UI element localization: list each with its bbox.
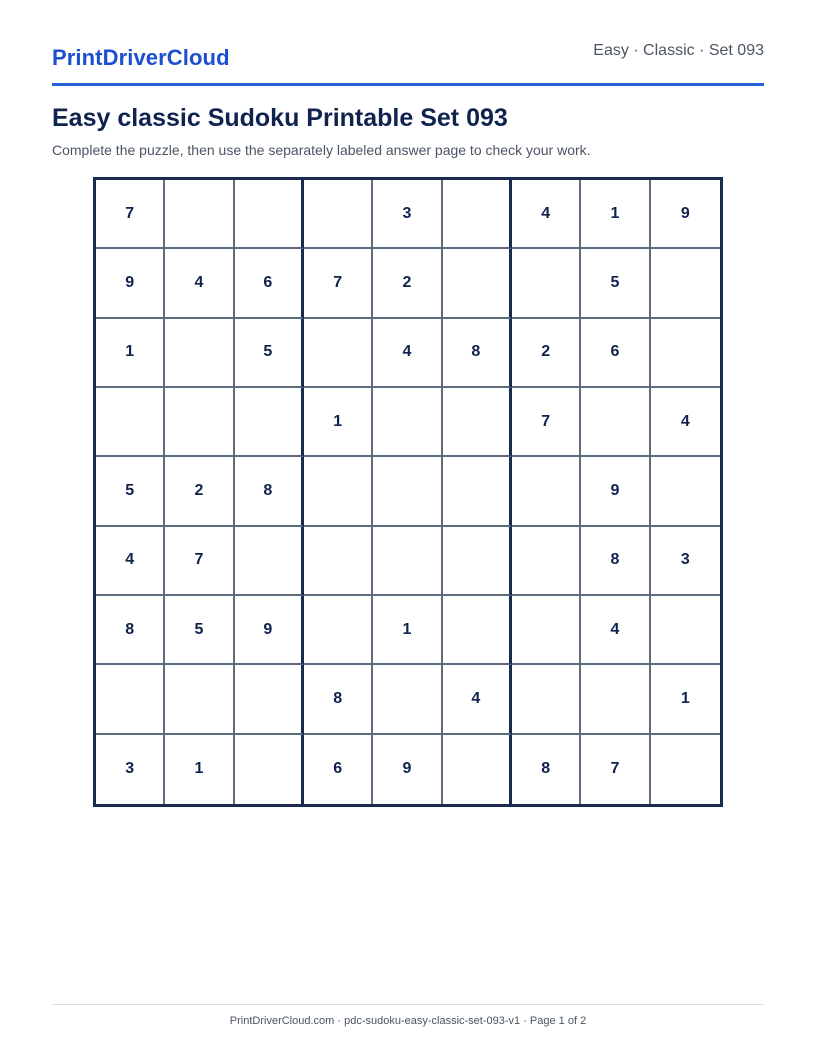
sudoku-cell bbox=[165, 319, 234, 388]
sudoku-cell bbox=[512, 249, 581, 318]
sudoku-cell: 9 bbox=[651, 180, 720, 249]
sudoku-cell bbox=[651, 457, 720, 526]
sudoku-cell bbox=[651, 596, 720, 665]
sudoku-cell: 1 bbox=[165, 735, 234, 804]
sudoku-cell: 4 bbox=[96, 527, 165, 596]
sudoku-cell bbox=[304, 180, 373, 249]
sudoku-cell: 9 bbox=[373, 735, 442, 804]
sudoku-cell bbox=[304, 596, 373, 665]
sudoku-cell: 1 bbox=[651, 665, 720, 734]
sudoku-cell bbox=[96, 388, 165, 457]
sudoku-cell bbox=[512, 527, 581, 596]
sudoku-cell: 5 bbox=[581, 249, 650, 318]
sudoku-cell: 9 bbox=[235, 596, 304, 665]
sudoku-cell bbox=[651, 735, 720, 804]
sudoku-cell bbox=[235, 665, 304, 734]
sudoku-cell bbox=[304, 319, 373, 388]
sudoku-cell: 4 bbox=[581, 596, 650, 665]
sudoku-cell bbox=[651, 319, 720, 388]
sudoku-cell bbox=[512, 457, 581, 526]
page-title: Easy classic Sudoku Printable Set 093 bbox=[52, 104, 508, 132]
sudoku-cell: 4 bbox=[443, 665, 512, 734]
sudoku-cell bbox=[235, 735, 304, 804]
sudoku-cell: 1 bbox=[373, 596, 442, 665]
sudoku-cell bbox=[235, 180, 304, 249]
sudoku-cell: 9 bbox=[581, 457, 650, 526]
sudoku-cell: 7 bbox=[96, 180, 165, 249]
sudoku-cell bbox=[443, 388, 512, 457]
sudoku-cell bbox=[581, 388, 650, 457]
sudoku-cell bbox=[235, 388, 304, 457]
sudoku-cell bbox=[165, 180, 234, 249]
sudoku-cell: 6 bbox=[581, 319, 650, 388]
sudoku-cell: 8 bbox=[235, 457, 304, 526]
sudoku-cell: 4 bbox=[373, 319, 442, 388]
brand-logo: PrintDriverCloud bbox=[52, 45, 230, 70]
sudoku-cell: 7 bbox=[165, 527, 234, 596]
sudoku-cell: 8 bbox=[581, 527, 650, 596]
sudoku-cell: 4 bbox=[512, 180, 581, 249]
sudoku-cell: 4 bbox=[651, 388, 720, 457]
sudoku-cell: 5 bbox=[165, 596, 234, 665]
sudoku-cell bbox=[443, 180, 512, 249]
sudoku-cell: 6 bbox=[304, 735, 373, 804]
sudoku-cell: 8 bbox=[443, 319, 512, 388]
sudoku-cell bbox=[304, 457, 373, 526]
sudoku-grid bbox=[93, 177, 723, 807]
sudoku-cell bbox=[581, 665, 650, 734]
sudoku-cell bbox=[373, 457, 442, 526]
sudoku-cell: 1 bbox=[304, 388, 373, 457]
sudoku-cell bbox=[651, 249, 720, 318]
puzzle-tagline: Easy · Classic · Set 093 bbox=[593, 42, 764, 59]
sudoku-cell bbox=[512, 596, 581, 665]
sudoku-cell: 2 bbox=[373, 249, 442, 318]
sudoku-cell bbox=[512, 665, 581, 734]
sudoku-cell bbox=[373, 665, 442, 734]
sudoku-cell: 3 bbox=[651, 527, 720, 596]
sudoku-cell bbox=[443, 596, 512, 665]
page-footer: PrintDriverCloud.com · pdc-sudoku-easy-classic-set-093-v1 · Page 1 of 2 bbox=[52, 1004, 764, 1027]
sudoku-cell: 7 bbox=[304, 249, 373, 318]
sudoku-cell: 8 bbox=[304, 665, 373, 734]
sudoku-cell: 5 bbox=[235, 319, 304, 388]
sudoku-cell bbox=[304, 527, 373, 596]
sudoku-cell: 7 bbox=[512, 388, 581, 457]
sudoku-cell: 9 bbox=[96, 249, 165, 318]
sudoku-cell bbox=[165, 665, 234, 734]
sudoku-cell: 5 bbox=[96, 457, 165, 526]
sudoku-cell: 8 bbox=[512, 735, 581, 804]
sudoku-cell bbox=[443, 527, 512, 596]
sudoku-cell: 3 bbox=[373, 180, 442, 249]
page-header bbox=[52, 0, 764, 86]
sudoku-cell: 2 bbox=[165, 457, 234, 526]
sudoku-cell bbox=[96, 665, 165, 734]
sudoku-cell bbox=[165, 388, 234, 457]
sudoku-cell bbox=[443, 457, 512, 526]
sudoku-cell: 8 bbox=[96, 596, 165, 665]
sudoku-cell bbox=[443, 249, 512, 318]
sudoku-cell bbox=[373, 527, 442, 596]
sudoku-cell: 6 bbox=[235, 249, 304, 318]
sudoku-cell: 1 bbox=[581, 180, 650, 249]
sudoku-cell: 4 bbox=[165, 249, 234, 318]
sudoku-cell bbox=[443, 735, 512, 804]
sudoku-cell: 7 bbox=[581, 735, 650, 804]
sudoku-cell bbox=[373, 388, 442, 457]
sudoku-cell: 1 bbox=[96, 319, 165, 388]
page-subtitle: Complete the puzzle, then use the separately labeled answer page to check your work. bbox=[52, 142, 591, 158]
sudoku-cell bbox=[235, 527, 304, 596]
sudoku-cell: 2 bbox=[512, 319, 581, 388]
sudoku-cell: 3 bbox=[96, 735, 165, 804]
